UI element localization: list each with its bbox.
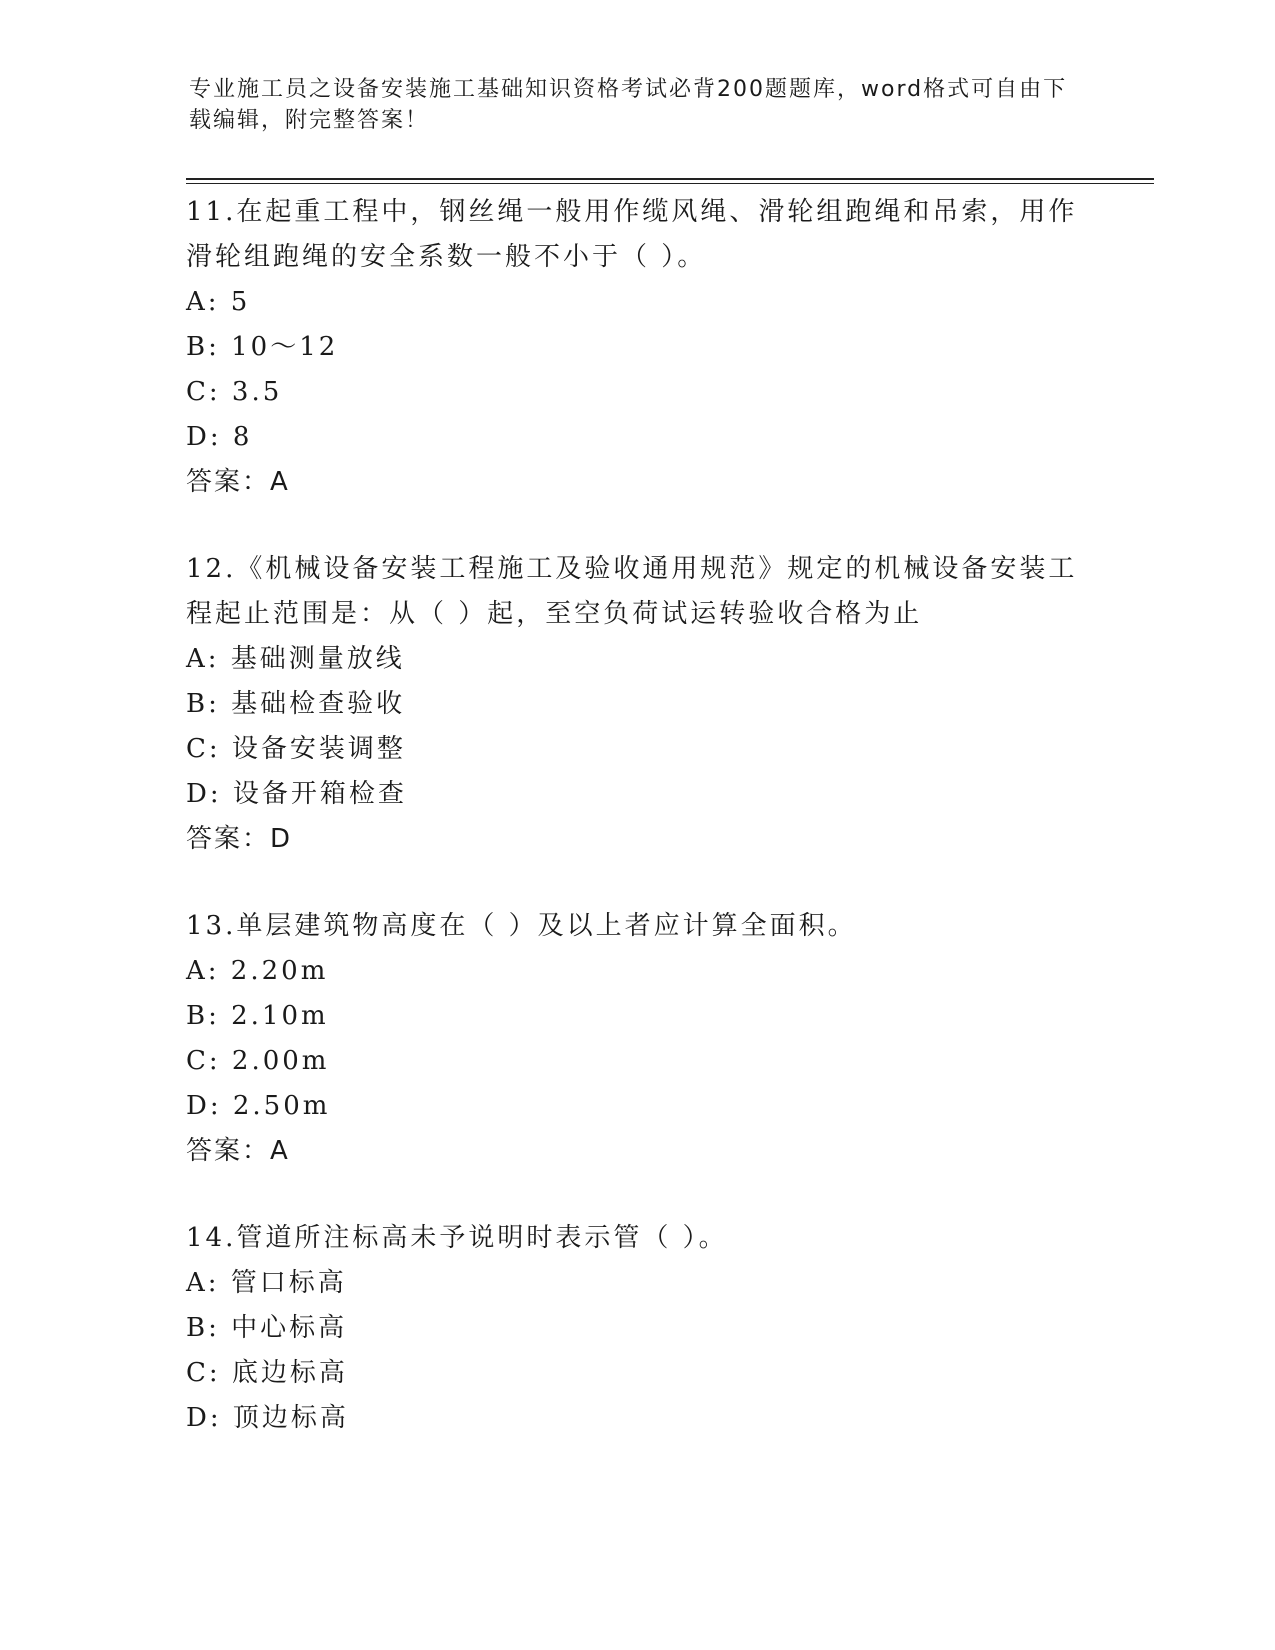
option-b: B: 10～12 xyxy=(186,332,339,362)
option-c: C: 设备安装调整 xyxy=(186,734,406,764)
option-b: B: 中心标高 xyxy=(186,1313,348,1343)
option-a: A: 基础测量放线 xyxy=(186,644,405,674)
option-a: A: 2.20m xyxy=(186,956,329,986)
option-a: A: 5 xyxy=(186,287,251,317)
option-c: C: 3.5 xyxy=(186,377,283,407)
option-d: D: 设备开箱检查 xyxy=(186,779,407,809)
question-stem: 12.《机械设备安装工程施工及验收通用规范》规定的机械设备安装工程起止范围是：从（ ）起，至空负荷试运转验收合格为止 xyxy=(186,554,1078,629)
option-d: D: 8 xyxy=(186,422,253,452)
option-c: C: 底边标高 xyxy=(186,1358,348,1388)
answer: 答案：D xyxy=(186,824,293,854)
question-list xyxy=(186,190,1086,1483)
header-divider-thin xyxy=(186,183,1154,184)
option-a: A: 管口标高 xyxy=(186,1268,347,1298)
question-stem: 14.管道所注标高未予说明时表示管（ ）。 xyxy=(186,1223,728,1253)
option-c: C: 2.00m xyxy=(186,1046,330,1076)
header-divider-thick xyxy=(186,178,1154,180)
question-14 xyxy=(186,1216,1086,1441)
document-header: 专业施工员之设备安装施工基础知识资格考试必背200题题库，word格式可自由下载编辑，附完整答案！ xyxy=(189,77,1068,133)
option-d: D: 顶边标高 xyxy=(186,1403,349,1433)
option-b: B: 基础检查验收 xyxy=(186,689,406,719)
answer: 答案：A xyxy=(186,467,290,497)
option-d: D: 2.50m xyxy=(186,1091,331,1121)
question-stem: 11.在起重工程中，钢丝绳一般用作缆风绳、滑轮组跑绳和吊索，用作滑轮组跑绳的安全系数一般不小于（ ）。 xyxy=(186,197,1078,272)
question-stem: 13.单层建筑物高度在（ ）及以上者应计算全面积。 xyxy=(186,911,857,941)
answer: 答案：A xyxy=(186,1136,290,1166)
question-12 xyxy=(186,547,1086,862)
question-13 xyxy=(186,904,1086,1174)
question-11 xyxy=(186,190,1086,505)
option-b: B: 2.10m xyxy=(186,1001,329,1031)
